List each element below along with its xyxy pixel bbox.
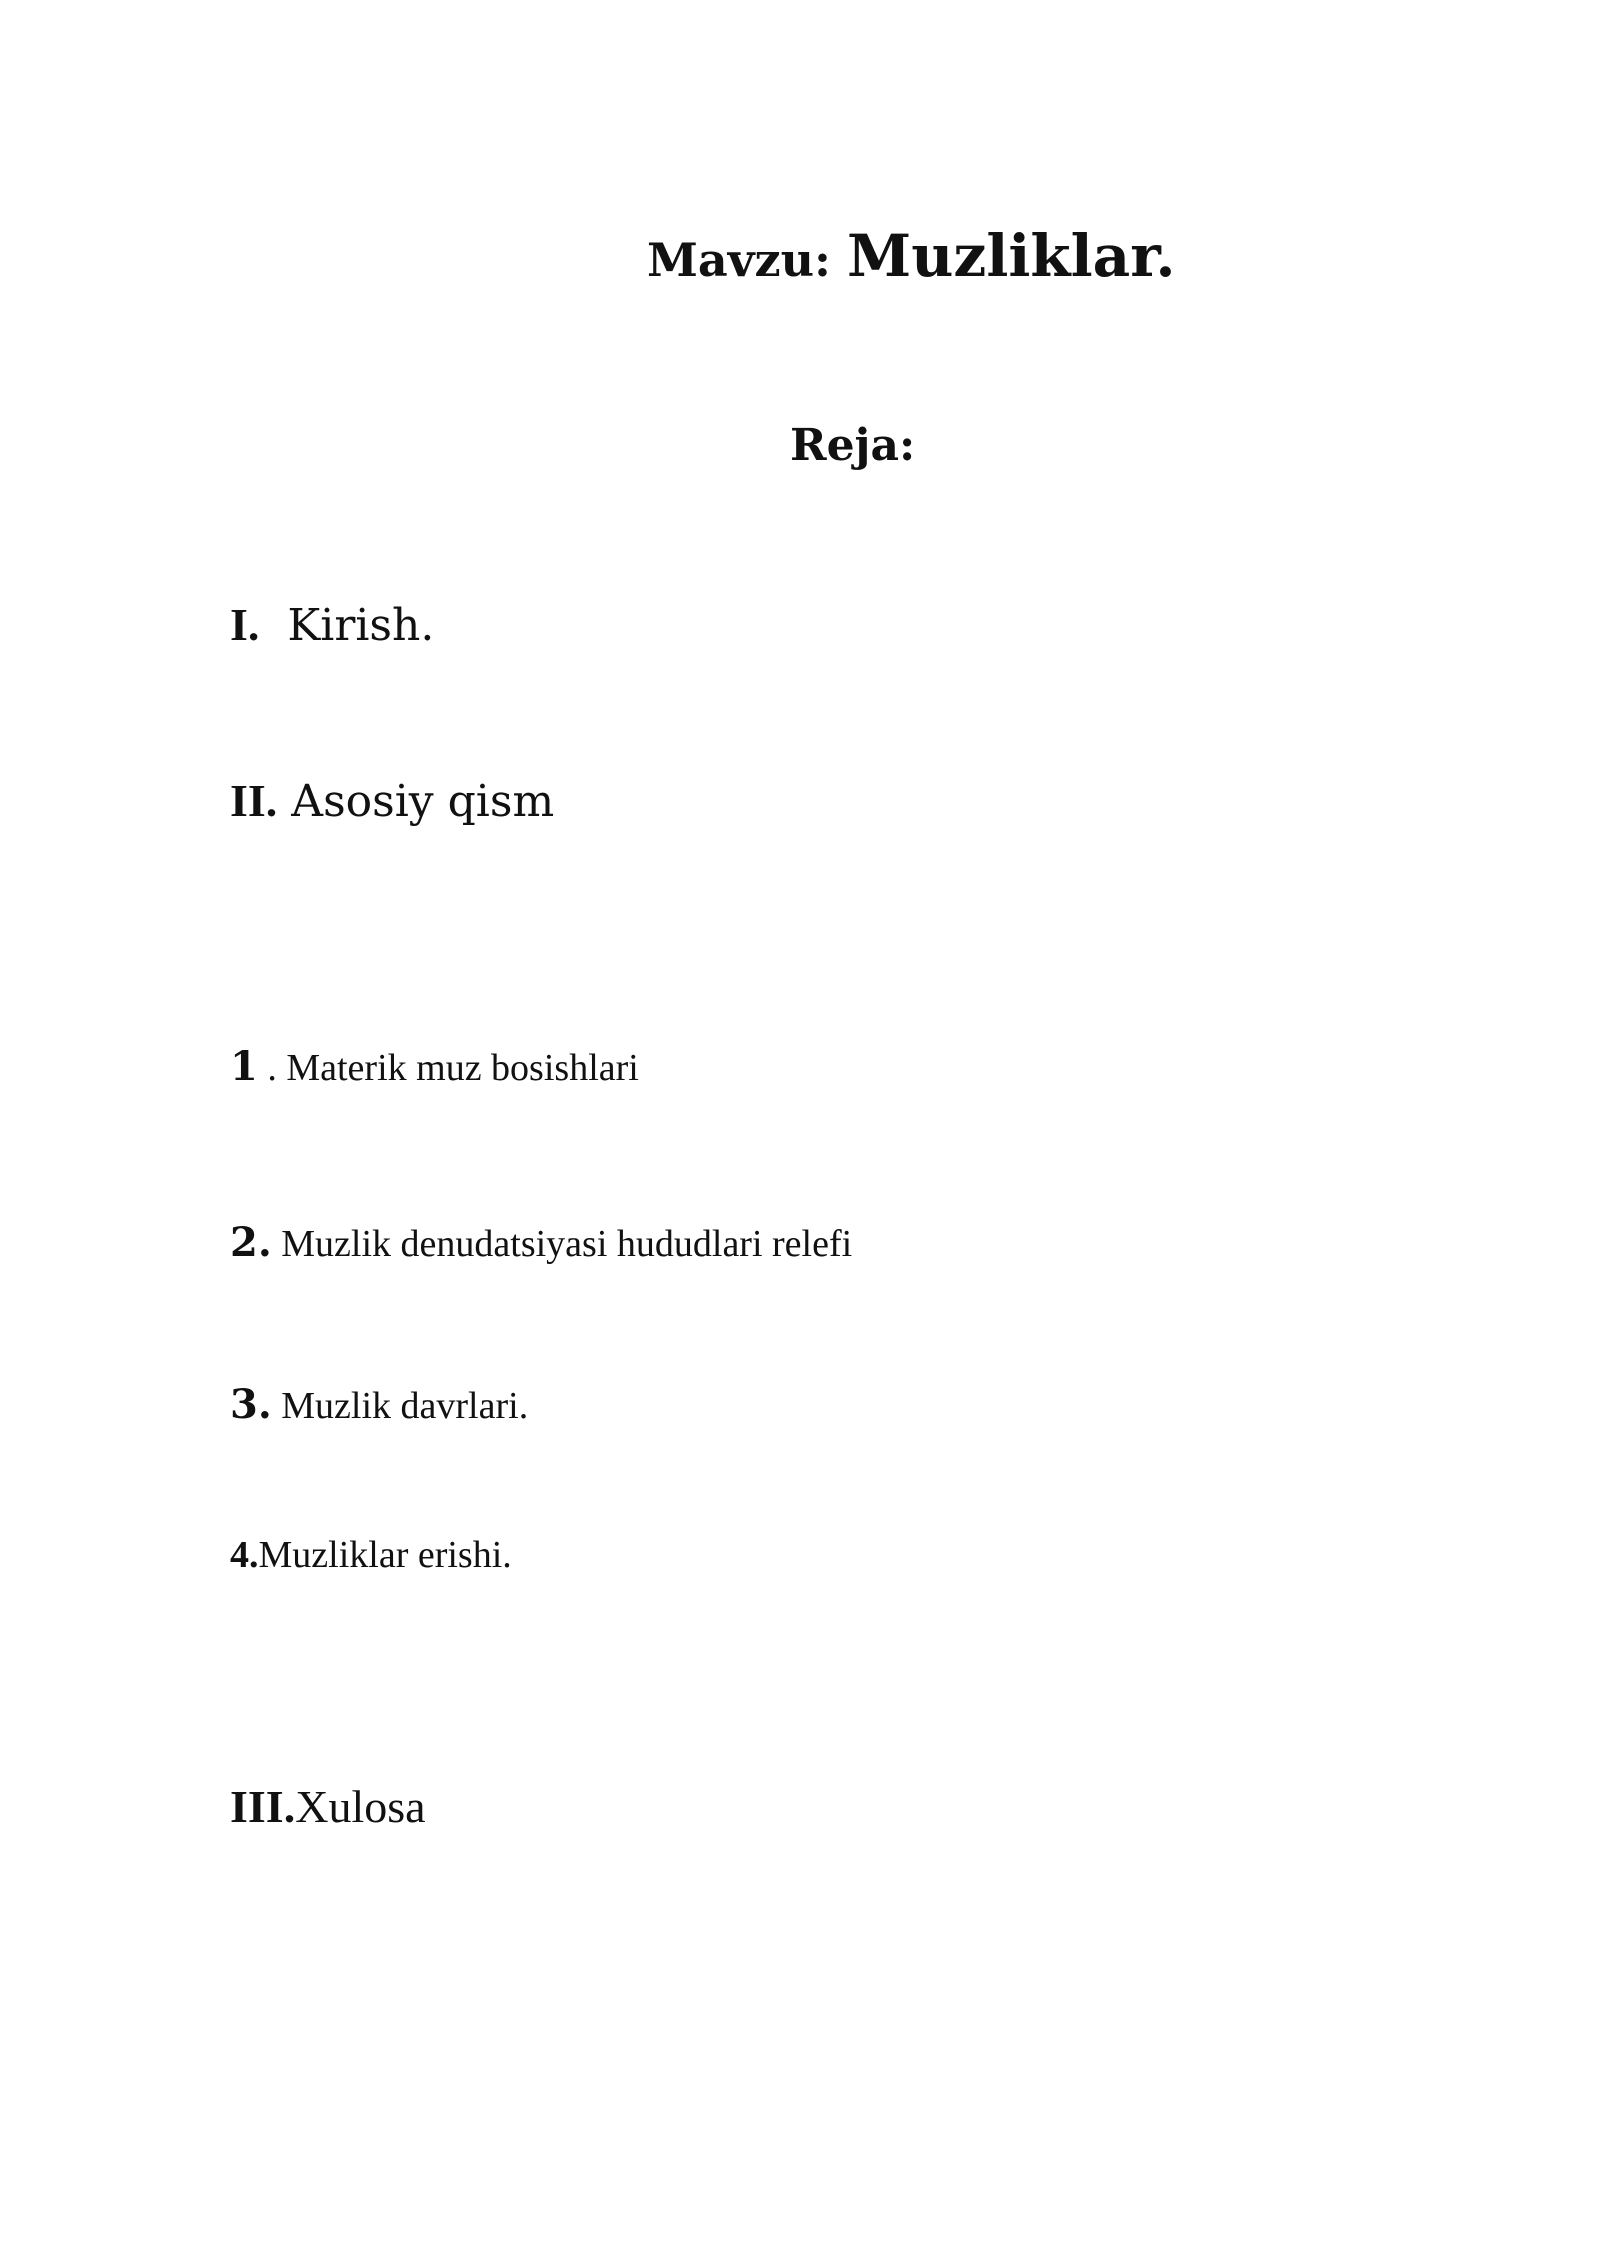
subsection-2 [230, 1219, 852, 1266]
section-conclusion [230, 1780, 426, 1833]
section-text: Kirish. [259, 600, 435, 651]
subsection-text: Muzliklar erishi. [258, 1534, 512, 1576]
subsection-4 [230, 1533, 512, 1577]
subsection-1 [230, 1043, 639, 1090]
subsection-3 [230, 1381, 528, 1428]
plan-heading: Reja: [790, 420, 916, 471]
page-title [647, 222, 1176, 290]
title-prefix: Mavzu: [647, 233, 848, 287]
subsection-text: . Materik muz bosishlari [257, 1047, 639, 1089]
subsection-number: 2. [230, 1219, 272, 1266]
subsection-text: Muzlik denudatsiyasi hududlari relefi [271, 1223, 853, 1265]
subsection-text: Muzlik davrlari. [271, 1385, 529, 1427]
subsection-number: 4. [230, 1534, 259, 1576]
section-introduction [230, 598, 434, 651]
section-number: II. [230, 775, 278, 826]
section-number: I. [230, 599, 260, 650]
section-main-part [230, 774, 554, 827]
title-main: Muzliklar. [847, 222, 1176, 290]
section-text: Xulosa [295, 1781, 426, 1832]
section-text: Asosiy qism [277, 776, 555, 827]
subsection-number: 1 [230, 1043, 258, 1090]
section-number: III. [230, 1781, 296, 1832]
subsection-number: 3. [230, 1381, 272, 1428]
